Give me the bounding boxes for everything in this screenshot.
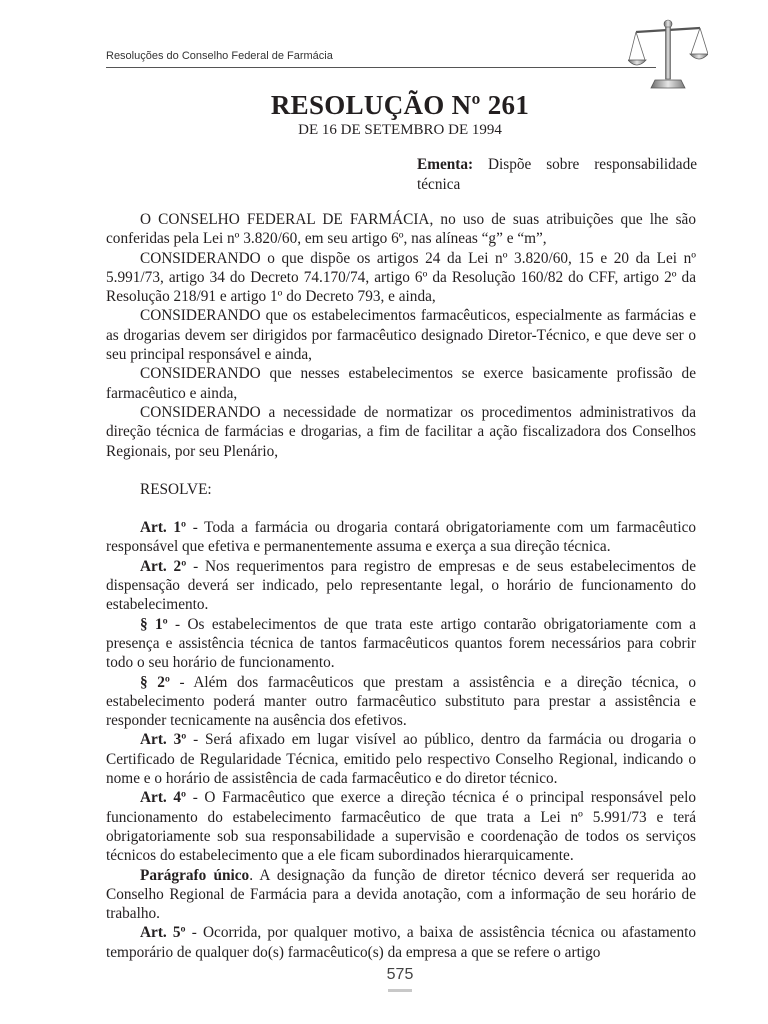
preamble-paragraph: O CONSELHO FEDERAL DE FARMÁCIA, no uso de suas atribuições que lhe são conferidas pela Lei nº 3.820/60, em seu artigo 6º, nas alíneas “g” e “m”, [106, 211, 696, 248]
resolve-heading: RESOLVE: [140, 480, 212, 498]
article-label: Art. 4º [140, 789, 187, 807]
preamble-paragraph: CONSIDERANDO que nesses estabelecimentos se exerce basicamente profissão de farmacêutico e ainda, [106, 365, 696, 402]
article-text: - Os estabelecimentos de que trata este artigo contarão obrigatoriamente com a presença e assistência técnica de tantos farmacêuticos quantos forem necessários para cobrir todo o seu horário de funcionamento. [106, 615, 696, 672]
ementa [417, 155, 697, 195]
article-label: Art. 2º [140, 557, 187, 575]
article-label: § 1º [140, 615, 168, 633]
article-paragraph [106, 615, 696, 673]
article-paragraph [106, 673, 696, 731]
article-text: - Será afixado em lugar visível ao público, dentro da farmácia ou drogaria o Certificado de Regularidade Técnica, emitido pelo respectivo Conselho Regional, indicando o nome e o horário de assistência de cada farmacêutico e do diretor técnico. [106, 731, 696, 788]
article-label: Art. 5º [140, 924, 186, 942]
preamble-paragraph: CONSIDERANDO a necessidade de normatizar os procedimentos administrativos da direção técnica de farmácias e drogarias, a fim de facilitar a ação fiscalizadora dos Conselhos Regionais, por seu Plenário, [106, 403, 696, 460]
article-label: Parágrafo único [140, 866, 250, 884]
article-paragraph [106, 518, 696, 557]
article-text: - Toda a farmácia ou drogaria contará obrigatoriamente com um farmacêutico responsável que efetiva e permanentemente assuma e exerça a sua direção técnica. [106, 519, 697, 556]
article-text: - Nos requerimentos para registro de empresas e de seus estabelecimentos de dispensação deverá ser indicado, pelo representante legal, o horário de funcionamento do estabelecimento. [106, 557, 696, 614]
article-text: - O Farmacêutico que exerce a direção técnica é o principal responsável pelo funcionamento do estabelecimento farmacêutico de que trata a Lei nº 5.991/73 e terá obrigatoriamente sob sua responsabilidade a supervisão e coordenação de todos os serviços técnicos do estabelecimento que a ele ficam subordinados hierarquicamente. [106, 789, 696, 865]
article-text: - Ocorrida, por qualquer motivo, a baixa de assistência técnica ou afastamento temporário de qualquer do(s) farmacêutico(s) da empresa a que se refere o artigo [106, 924, 696, 961]
ementa-label: Ementa: [417, 156, 474, 173]
article-paragraph [106, 923, 696, 962]
page-title: RESOLUÇÃO Nº 261 [270, 90, 530, 120]
preamble-paragraph: CONSIDERANDO que os estabelecimentos farmacêuticos, especialmente as farmácias e as drogarias devem ser dirigidos por farmacêutico designado Diretor-Técnico, e que deve ser o seu principal responsável e ainda, [106, 307, 696, 364]
preamble-paragraph: CONSIDERANDO o que dispõe os artigos 24 da Lei nº 3.820/60, 15 e 20 da Lei nº 5.991/73, artigo 34 do Decreto 74.170/74, artigo 6º da Resolução 160/82 do CFF, artigo 2º da Resolução 218/91 e artigo 1º do Decreto 793, e ainda, [106, 249, 696, 306]
article-label: Art. 1º [140, 519, 187, 537]
article-label: Art. 3º [140, 731, 187, 749]
resolution-date: DE 16 DE SETEMBRO DE 1994 [298, 122, 502, 138]
article-paragraph [106, 557, 696, 615]
article-text: - Além dos farmacêuticos que prestam a assistência e a direção técnica, o estabelecimento poderá manter outro farmacêutico substituto para prestar a assistência e responder tecnicamente na ausência dos efetivos. [106, 673, 696, 730]
resolution-body [106, 210, 696, 962]
article-label: § 2º [140, 673, 170, 691]
page-number: 575 [386, 966, 414, 983]
article-text: . A designação da função de diretor técnico deverá ser requerida ao Conselho Regional de Farmácia para a devida anotação, com a informação de seu horário de trabalho. [106, 866, 696, 923]
article-paragraph [106, 866, 696, 924]
article-paragraph [106, 788, 696, 865]
running-header: Resoluções do Conselho Federal de Farmácia [106, 50, 333, 62]
article-paragraph [106, 730, 696, 788]
ementa-text: Dispõe sobre responsabilidade técnica [417, 156, 698, 193]
page-number-underline [388, 989, 412, 992]
scales-of-justice-icon [628, 18, 708, 90]
header-rule [106, 67, 656, 68]
